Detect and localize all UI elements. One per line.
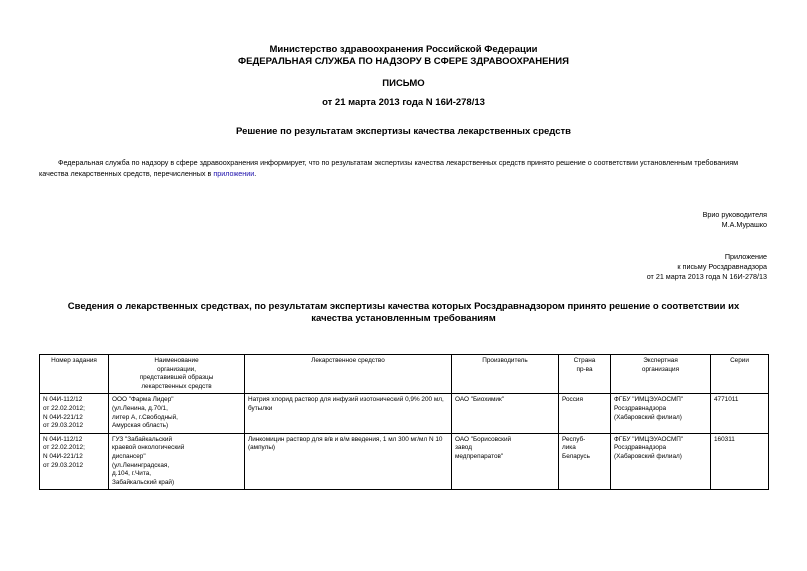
- doc-date-number: от 21 марта 2013 года N 16И-278/13: [322, 97, 485, 108]
- cell-org: ООО "Фарма Лидер" (ул.Ленина, д.70/1, литер А, г.Свободный, Амурская область): [109, 394, 245, 433]
- col-header-maker: Производитель: [452, 355, 559, 394]
- col-header-org: Наименование организации, представившей образцы лекарственных средств: [109, 355, 245, 394]
- body-text: Федеральная служба по надзору в сфере здравоохранения информирует, что по результатам экспертизы качества лекарственных средств принято решение о соответствии установленным требованиям качества лекарственных средств, перечисленных в: [39, 158, 739, 178]
- body-tail: .: [254, 169, 257, 178]
- appendix-ref: к письму Росздравнадзора: [677, 262, 767, 271]
- cell-series: 160311: [711, 433, 769, 490]
- cell-drug: Натрия хлорид раствор для инфузий изотонический 0,9% 200 мл, бутылки: [245, 394, 452, 433]
- cell-org: ГУЗ "Забайкальский краевой онкологический диспансер" (ул.Ленинградская, д.104, г.Чита, Забайкальский край): [109, 433, 245, 490]
- cell-series: 4771011: [711, 394, 769, 433]
- col-header-expert: Экспертная организация: [611, 355, 711, 394]
- table-row: [40, 394, 769, 433]
- ministry-name: Министерство здравоохранения Российской Федерации: [269, 44, 538, 55]
- col-header-series: Серии: [711, 355, 769, 394]
- cell-country: Респуб- лика Беларусь: [559, 433, 611, 490]
- col-header-task: Номер задания: [40, 355, 109, 394]
- appendix-date: от 21 марта 2013 года N 16И-278/13: [646, 272, 767, 281]
- cell-maker: ОАО "Борисовский завод медпрепаратов": [452, 433, 559, 490]
- signature-name: М.А.Мурашко: [721, 220, 767, 229]
- cell-expert: ФГБУ "ИМЦЭУАОСМП" Росздравнадзора (Хабаровский филиал): [611, 433, 711, 490]
- cell-drug: Линкомицин раствор для в/в и в/м введения, 1 мл 300 мг/мл N 10 (ампулы): [245, 433, 452, 490]
- cell-expert: ФГБУ "ИМЦЭУАОСМП" Росздравнадзора (Хабаровский филиал): [611, 394, 711, 433]
- cell-task: N 04И-112/12 от 22.02.2012; N 04И-221/12 от 29.03.2012: [40, 433, 109, 490]
- col-header-country: Страна пр-ва: [559, 355, 611, 394]
- body-paragraph: [39, 157, 769, 179]
- appendix-title: Сведения о лекарственных средствах, по результатам экспертизы качества которых Росздравнадзором принято решение о соответствии их качества установленным требованиям: [67, 301, 740, 324]
- cell-task: N 04И-112/12 от 22.02.2012; N 04И-221/12 от 29.03.2012: [40, 394, 109, 433]
- table-row: [40, 433, 769, 490]
- doc-type: ПИСЬМО: [382, 78, 425, 89]
- signature-position: Врио руководителя: [702, 210, 767, 219]
- appendix-link[interactable]: приложении: [213, 169, 255, 178]
- letter-subject: Решение по результатам экспертизы качества лекарственных средств: [236, 126, 571, 137]
- table-header-row: [40, 355, 769, 394]
- service-name: ФЕДЕРАЛЬНАЯ СЛУЖБА ПО НАДЗОРУ В СФЕРЕ ЗДРАВООХРАНЕНИЯ: [238, 56, 569, 67]
- cell-country: Россия: [559, 394, 611, 433]
- cell-maker: ОАО "Биохимик": [452, 394, 559, 433]
- col-header-drug: Лекарственное средство: [245, 355, 452, 394]
- appendix-label: Приложение: [724, 252, 767, 261]
- drugs-table: [39, 354, 769, 490]
